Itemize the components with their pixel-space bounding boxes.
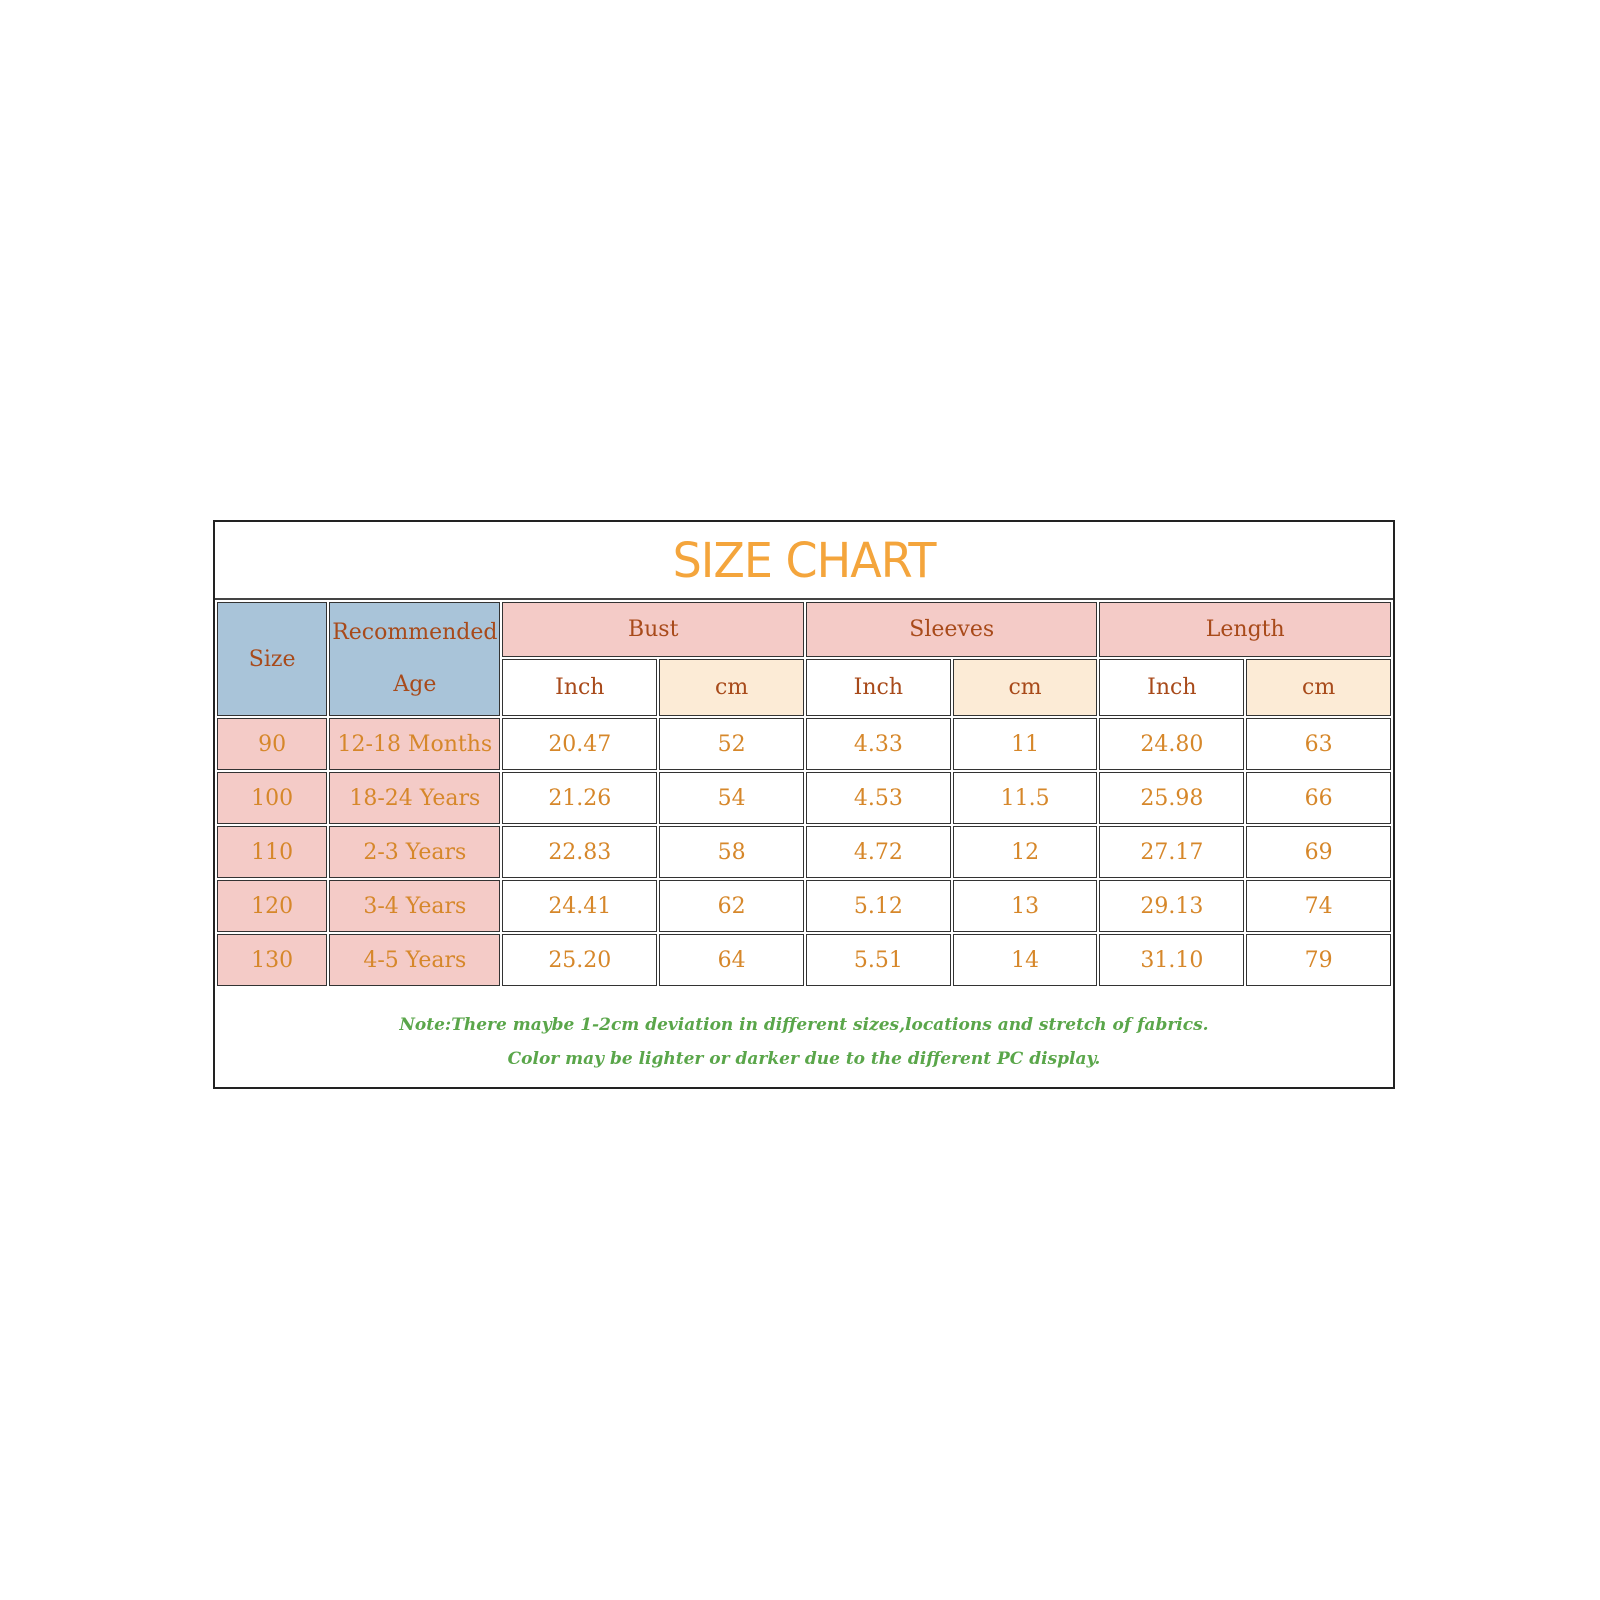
cell-sleeves-cm: 14 <box>953 934 1098 986</box>
table-row <box>217 934 1391 986</box>
header-age <box>329 602 500 716</box>
cell-sleeves-inch: 5.51 <box>806 934 951 986</box>
cell-length-inch: 27.17 <box>1099 826 1244 878</box>
unit-length-cm: cm <box>1246 659 1391 716</box>
cell-age: 12-18 Months <box>329 718 500 770</box>
header-row-groups <box>217 602 1391 657</box>
cell-bust-inch: 20.47 <box>502 718 657 770</box>
cell-bust-inch: 22.83 <box>502 826 657 878</box>
table-row <box>217 880 1391 932</box>
unit-sleeves-cm: cm <box>953 659 1098 716</box>
cell-size: 100 <box>217 772 327 824</box>
note-line-2: Color may be lighter or darker due to the different PC display. <box>507 1049 1101 1069</box>
cell-age: 18-24 Years <box>329 772 500 824</box>
unit-bust-cm: cm <box>659 659 804 716</box>
title-row <box>215 522 1393 600</box>
chart-title: SIZE CHART <box>672 531 936 589</box>
cell-age: 3-4 Years <box>329 880 500 932</box>
cell-sleeves-inch: 4.33 <box>806 718 951 770</box>
cell-length-cm: 66 <box>1246 772 1391 824</box>
cell-bust-cm: 58 <box>659 826 804 878</box>
cell-bust-inch: 25.20 <box>502 934 657 986</box>
note <box>215 997 1393 1087</box>
cell-age: 4-5 Years <box>329 934 500 986</box>
cell-length-cm: 74 <box>1246 880 1391 932</box>
table-row <box>217 718 1391 770</box>
note-line-1: Note:There maybe 1-2cm deviation in different sizes,locations and stretch of fabrics. <box>399 1015 1209 1035</box>
cell-bust-inch: 24.41 <box>502 880 657 932</box>
cell-sleeves-cm: 11 <box>953 718 1098 770</box>
cell-sleeves-inch: 5.12 <box>806 880 951 932</box>
cell-sleeves-inch: 4.53 <box>806 772 951 824</box>
size-table <box>215 600 1393 988</box>
cell-length-inch: 29.13 <box>1099 880 1244 932</box>
header-length: Length <box>1099 602 1391 657</box>
cell-size: 110 <box>217 826 327 878</box>
cell-length-inch: 24.80 <box>1099 718 1244 770</box>
cell-size: 120 <box>217 880 327 932</box>
cell-length-cm: 63 <box>1246 718 1391 770</box>
header-age-line2: Age <box>393 672 437 697</box>
unit-bust-inch: Inch <box>502 659 657 716</box>
header-sleeves: Sleeves <box>806 602 1097 657</box>
cell-size: 90 <box>217 718 327 770</box>
cell-size: 130 <box>217 934 327 986</box>
header-size: Size <box>217 602 327 716</box>
cell-length-inch: 25.98 <box>1099 772 1244 824</box>
cell-sleeves-cm: 13 <box>953 880 1098 932</box>
table-row <box>217 772 1391 824</box>
header-age-line1: Recommended <box>332 620 498 645</box>
cell-bust-cm: 62 <box>659 880 804 932</box>
cell-length-cm: 69 <box>1246 826 1391 878</box>
header-bust: Bust <box>502 602 804 657</box>
unit-length-inch: Inch <box>1099 659 1244 716</box>
cell-sleeves-cm: 11.5 <box>953 772 1098 824</box>
cell-bust-inch: 21.26 <box>502 772 657 824</box>
cell-bust-cm: 54 <box>659 772 804 824</box>
cell-bust-cm: 64 <box>659 934 804 986</box>
unit-sleeves-inch: Inch <box>806 659 951 716</box>
cell-sleeves-inch: 4.72 <box>806 826 951 878</box>
cell-sleeves-cm: 12 <box>953 826 1098 878</box>
cell-bust-cm: 52 <box>659 718 804 770</box>
cell-length-cm: 79 <box>1246 934 1391 986</box>
cell-age: 2-3 Years <box>329 826 500 878</box>
table-row <box>217 826 1391 878</box>
size-chart <box>213 520 1395 1089</box>
cell-length-inch: 31.10 <box>1099 934 1244 986</box>
